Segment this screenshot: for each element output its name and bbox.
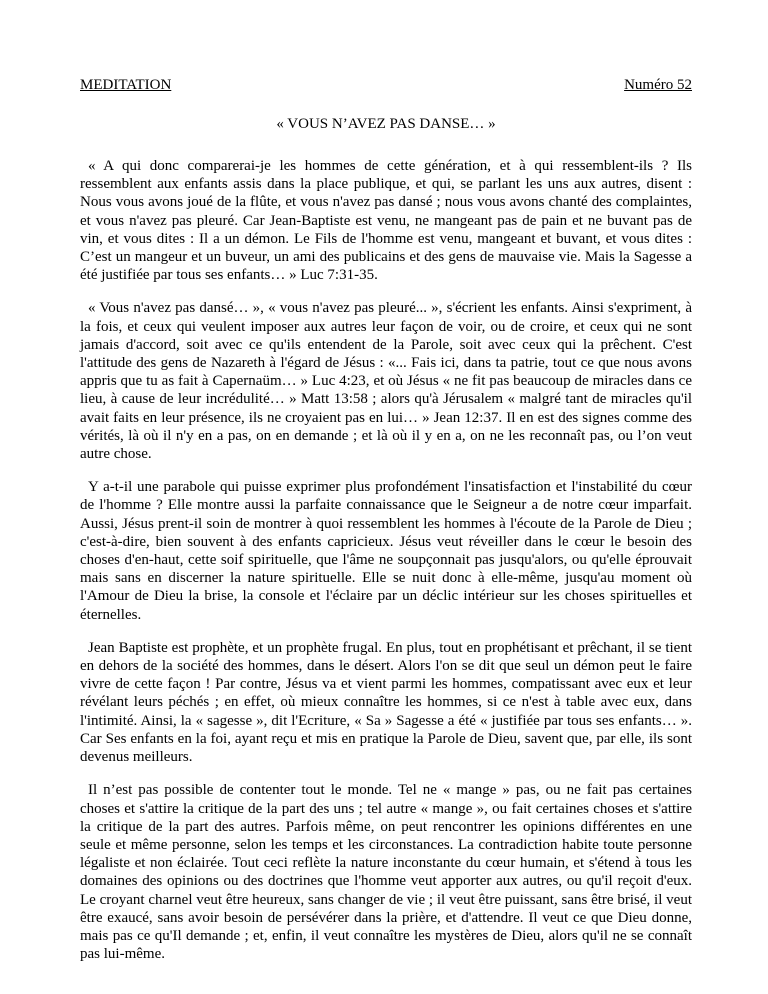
issue-number: Numéro 52 (624, 77, 692, 93)
paragraph-4: Jean Baptiste est prophète, et un prophète frugal. En plus, tout en prophétisant et prêchant, il se tient en dehors de la société des hommes, dans le désert. Alors l'on se dit que seul un démon peut le faire vivre de cette façon ! Par contre, Jésus va et vient parmi les hommes, compatissant avec eux et leur révélant leurs péchés ; en effet, où mieux connaître les hommes, si ce n'est à table avec eux, dans l'intimité. Ainsi, la « sagesse », dit l'Ecriture, « Sa » Sagesse a été « justifiée par tous ses enfants… ». Car Ses enfants en la foi, ayant reçu et mis en pratique la Parole de Dieu, savent que, par elle, ils sont devenus meilleurs. (80, 639, 692, 766)
paragraph-2: « Vous n'avez pas dansé… », « vous n'avez pas pleuré... », s'écrient les enfants. Ainsi s'expriment, à la fois, et ceux qui veulent imposer aux autres leur façon de voir, ou de croire, et ceux qui ne sont jamais d'accord, soit avec ce qu'ils entendent de la Parole, soit avec ceux qui la prêchent. C'est l'attitude des gens de Nazareth à l'égard de Jésus : «... Fais ici, dans ta patrie, tout ce que nous avons appris que tu as fait à Capernaüm… » Luc 4:23, et où Jésus « ne fit pas beaucoup de miracles dans ce lieu, à cause de leur incrédulité… » Matt 13:58 ; alors qu'à Jérusalem « malgré tant de miracles qu'il avait faits en leur présence, ils ne croyaient pas en lui… » Jean 12:37. Il en est des signes comme des vérités, là où il n'y en a pas, on en demande ; et là où il y en a, on ne les reconnaît pas, ou l’on veut autre chose. (80, 300, 692, 463)
document-title: « VOUS N’AVEZ PAS DANSE… » (276, 116, 496, 132)
document-header (80, 76, 692, 94)
paragraph-3: Y a-t-il une parabole qui puisse exprimer plus profondément l'insatisfaction et l'instabilité du cœur de l'homme ? Elle montre aussi la parfaite connaissance que le Seigneur a de notre cœur imparfait. Aussi, Jésus prent-il soin de montrer à quoi ressemblent les hommes à l'écoute de la Parole de Dieu ; c'est-à-dire, bien souvent à des enfants capricieux. Jésus veut réveiller dans le cœur le besoin des choses d'en-haut, cette soif spirituelle, que l'âme ne soupçonnait pas jusqu'alors, ou qu'elle éprouvait mais sans en discerner la nature spirituelle. Elle se nuit donc à elle-même, jusqu'au moment où l'Amour de Dieu la brise, la console et l'éclaire par un déclic intérieur sur les choses spirituelles et éternelles. (80, 479, 692, 623)
paragraph-1: « A qui donc comparerai-je les hommes de cette génération, et à qui ressemblent-ils ? Ils ressemblent aux enfants assis dans la place publique, et qui, se parlant les uns aux autres, disent : Nous vous avons joué de la flûte, et vous n'avez pas dansé ; nous vous avons chanté des complaintes, et vous n'avez pas pleuré. Car Jean-Baptiste est venu, ne mangeant pas de pain et ne buvant pas de vin, et vous dites : Il a un démon. Le Fils de l'homme est venu, mangeant et buvant, et vous dites : C’est un mangeur et un buveur, un ami des publicains et des gens de mauvaise vie. Mais la Sagesse a été justifiée par tous ses enfants… » Luc 7:31-35. (80, 158, 692, 284)
document-page (80, 76, 692, 978)
section-label: MEDITATION (80, 77, 172, 93)
paragraph-5: Il n’est pas possible de contenter tout le monde. Tel ne « mange » pas, ou ne fait pas certaines choses et s'attire la critique de la part des uns ; tel autre « mange », ou fait certaines choses et s'attire la critique de la part des autres. Parfois même, on peut rencontrer les opinions différentes en une seule et même personne, selon les temps et les circonstances. La contradiction habite toute personne légaliste et non éclairée. Tout ceci reflète la nature inconstante du cœur humain, et s'étend à tous les domaines des opinions ou des doctrines que l'homme veut apporter aux autres, ou qu'il reçoit d'eux. Le croyant charnel veut être heureux, sans changer de vie ; il veut être puissant, sans être brisé, il veut être exaucé, sans avoir besoin de persévérer dans la prière, et d'attendre. Il veut ce que Dieu donne, mais pas ce qu'Il demande ; et, enfin, il veut connaître les mystères de Dieu, alors qu'il ne se connaît pas lui-même. (80, 782, 692, 963)
